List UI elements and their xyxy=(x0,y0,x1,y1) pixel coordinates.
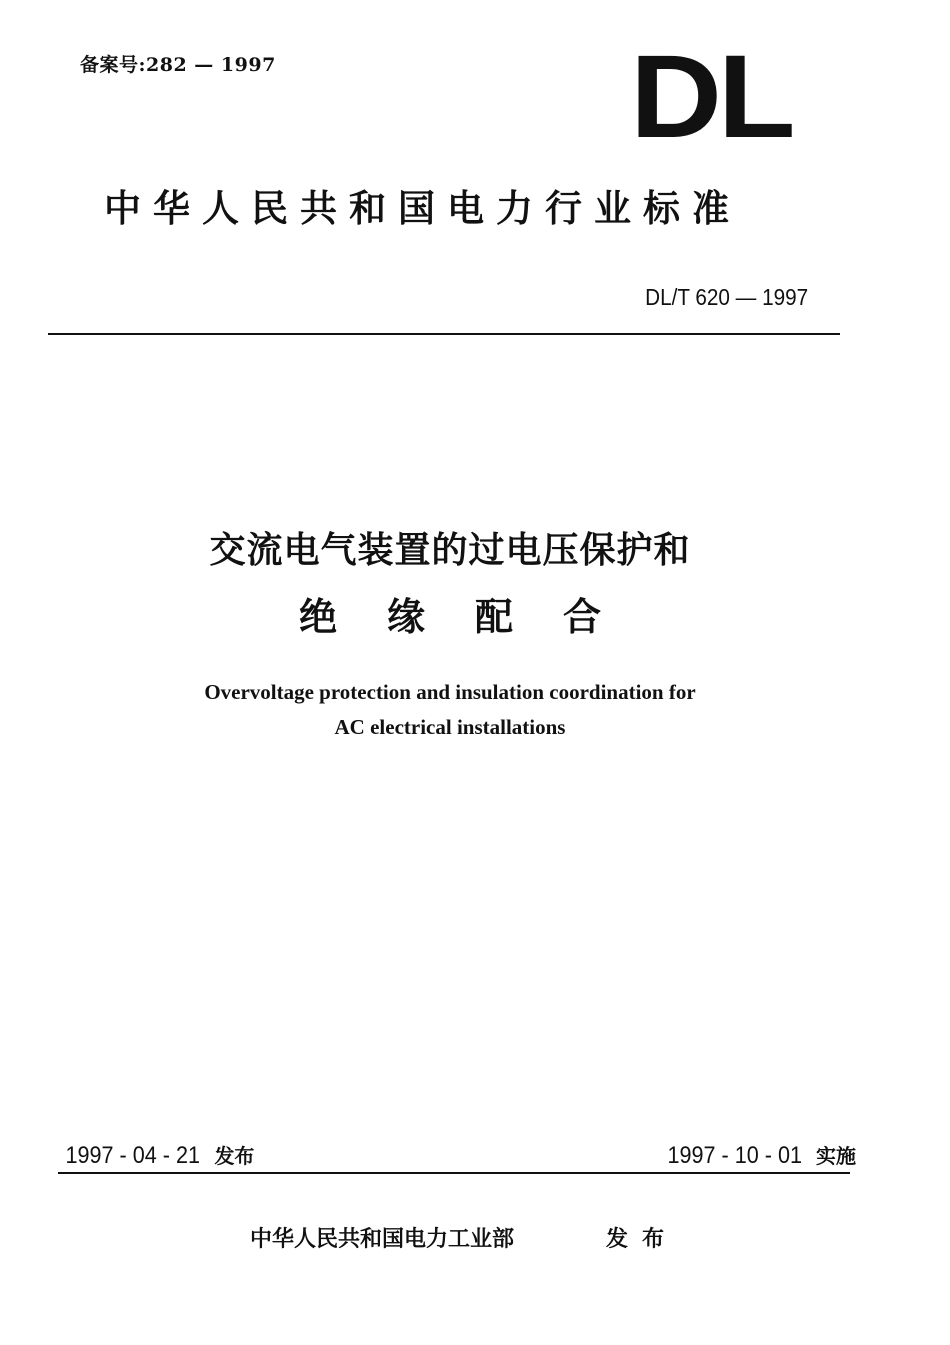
title-chinese-line-2: 绝缘配合 xyxy=(298,595,651,639)
issue-label: 发布 xyxy=(214,1144,255,1168)
record-number: 备案号:282 — 1997 xyxy=(80,54,276,76)
publisher-name: 中华人民共和国电力工业部 xyxy=(250,1227,515,1252)
top-divider xyxy=(48,333,840,335)
issue-date: 1997 - 04 - 21 xyxy=(65,1142,200,1169)
issue-date-block xyxy=(58,1140,254,1170)
title-english-line-1: Overvoltage protection and insulation coordination for xyxy=(204,680,696,704)
title-english-line-2: AC electrical installations xyxy=(334,715,566,739)
industry-standard-title: 中华人民共和国电力行业标准 xyxy=(104,187,741,230)
publish-label: 发布 xyxy=(606,1227,679,1252)
effective-date-block xyxy=(660,1140,856,1170)
bottom-divider xyxy=(58,1172,850,1174)
dl-logo: DL xyxy=(630,31,792,163)
effective-date: 1997 - 10 - 01 xyxy=(667,1142,802,1169)
title-chinese-line-1: 交流电气装置的过电压保护和 xyxy=(209,530,691,571)
standard-code: DL/T 620 — 1997 xyxy=(644,284,808,310)
effective-label: 实施 xyxy=(816,1144,856,1168)
